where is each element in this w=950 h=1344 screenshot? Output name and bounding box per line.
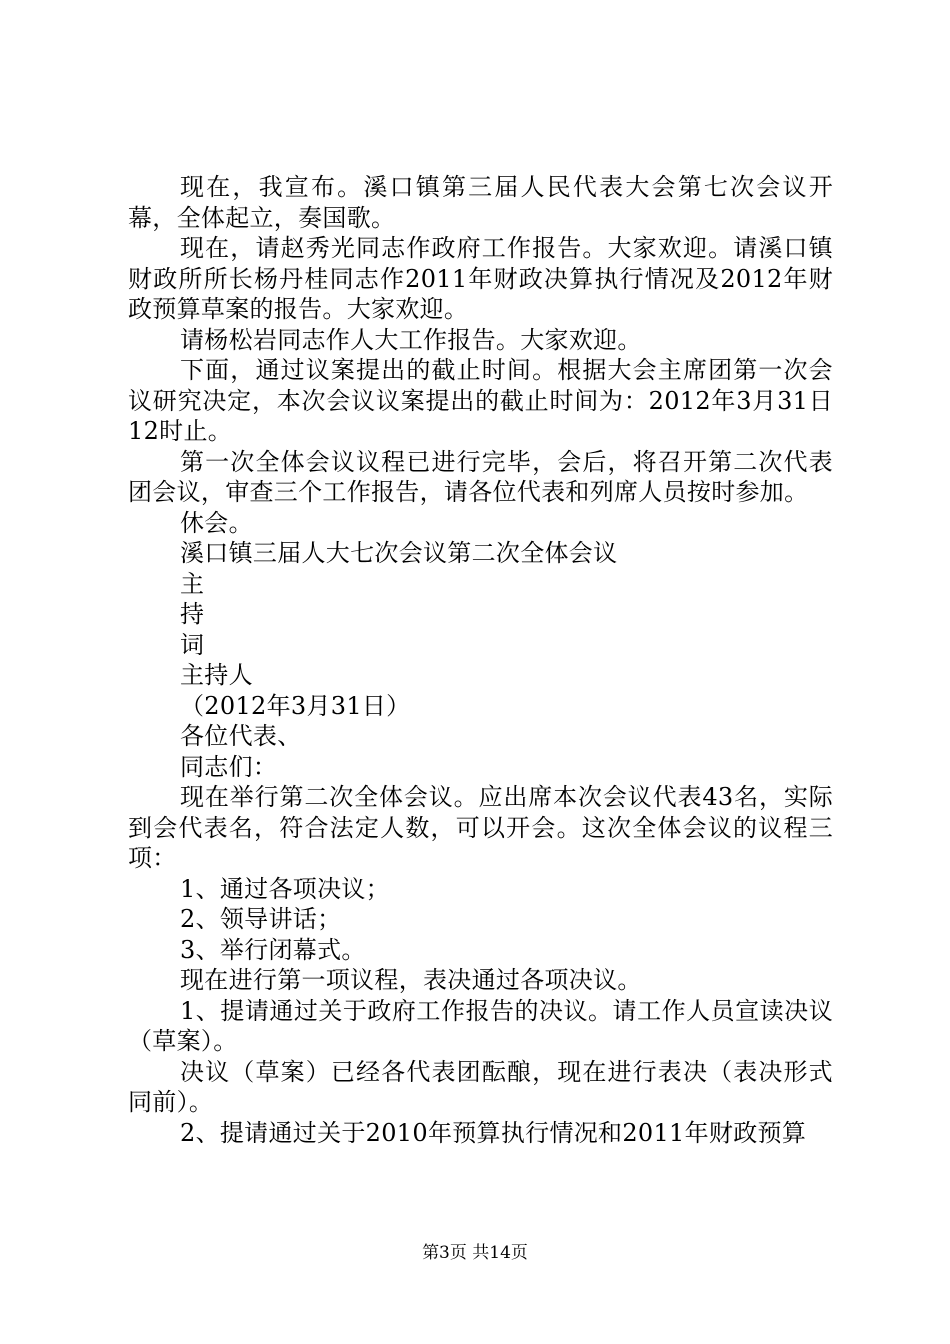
document-body: [128, 172, 833, 1148]
paragraph: 现在，我宣布。溪口镇第三届人民代表大会第七次会议开幕，全体起立，奏国歌。: [128, 173, 833, 232]
section-title-char: 词: [180, 630, 205, 659]
section-title-char: 持: [180, 600, 205, 628]
paragraph: 第一次全体会议议程已进行完毕，会后，将召开第二次代表团会议，审查三个工作报告，请各位代表和列席人员按时参加。: [128, 447, 833, 506]
agenda-item: 2、领导讲话；: [180, 905, 342, 933]
agenda-item: 3、举行闭幕式。: [180, 935, 366, 964]
paragraph: 现在进行第一项议程，表决通过各项决议。: [180, 966, 642, 994]
section-title: 溪口镇三届人大七次会议第二次全体会议: [180, 539, 618, 567]
paragraph: 2、提请通过关于2010年预算执行情况和2011年财政预算: [180, 1118, 807, 1147]
paragraph: 下面，通过议案提出的截止时间。根据大会主席团第一次会议研究决定，本次会议议案提出的截止时间为：2012年3月31日12时止。: [128, 356, 833, 445]
paragraph: 决议（草案）已经各代表团酝酿，现在进行表决（表决形式同前）。: [128, 1057, 833, 1116]
salutation: 同志们：: [180, 752, 278, 781]
host-label: 主持人: [180, 661, 253, 689]
section-title-char: 主: [180, 569, 205, 598]
paragraph: 现在，请赵秀光同志作政府工作报告。大家欢迎。请溪口镇财政所所长杨丹桂同志作2011年财政决算执行情况及2012年财政预算草案的报告。大家欢迎。: [128, 234, 833, 323]
paragraph: 休会。: [180, 508, 253, 537]
page-footer: 第3页 共14页: [422, 1243, 528, 1263]
paragraph: 1、提请通过关于政府工作报告的决议。请工作人员宣读决议（草案）。: [128, 996, 833, 1055]
date-line: （2012年3月31日）: [180, 691, 411, 720]
agenda-item: 1、通过各项决议；: [180, 874, 390, 903]
paragraph: 现在举行第二次全体会议。应出席本次会议代表43名，实际到会代表名，符合法定人数，可以开会。这次全体会议的议程三项：: [128, 783, 833, 872]
salutation: 各位代表、: [180, 722, 302, 750]
paragraph: 请杨松岩同志作人大工作报告。大家欢迎。: [180, 325, 642, 354]
